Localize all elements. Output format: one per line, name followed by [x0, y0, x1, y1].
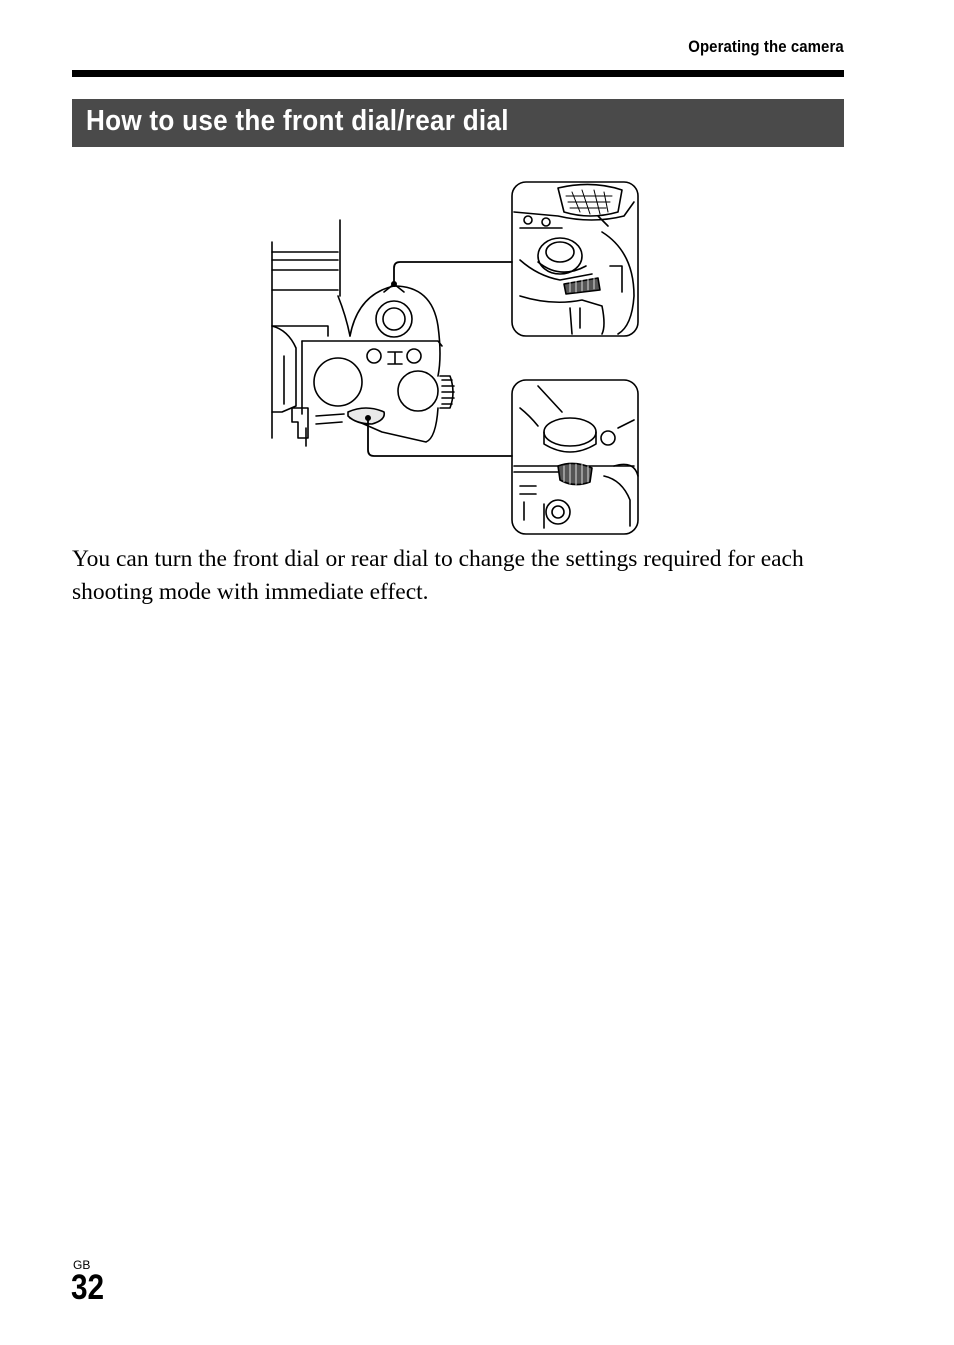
- front-dial-inset: [512, 182, 638, 336]
- body-paragraph: You can turn the front dial or rear dial to change the settings required for each shooting mode with immediate effect.: [72, 546, 804, 605]
- section-heading: How to use the front dial/rear dial: [86, 105, 509, 137]
- region-code: GB: [73, 1258, 91, 1272]
- section-heading-bar: [72, 99, 844, 147]
- section-label: Operating the camera: [688, 37, 844, 56]
- camera-dials-illustration: [262, 176, 646, 538]
- top-rule-divider: [72, 70, 844, 77]
- page-number: 32: [71, 1268, 105, 1307]
- camera-body-drawing: [272, 220, 454, 446]
- rear-dial-inset: [512, 380, 638, 534]
